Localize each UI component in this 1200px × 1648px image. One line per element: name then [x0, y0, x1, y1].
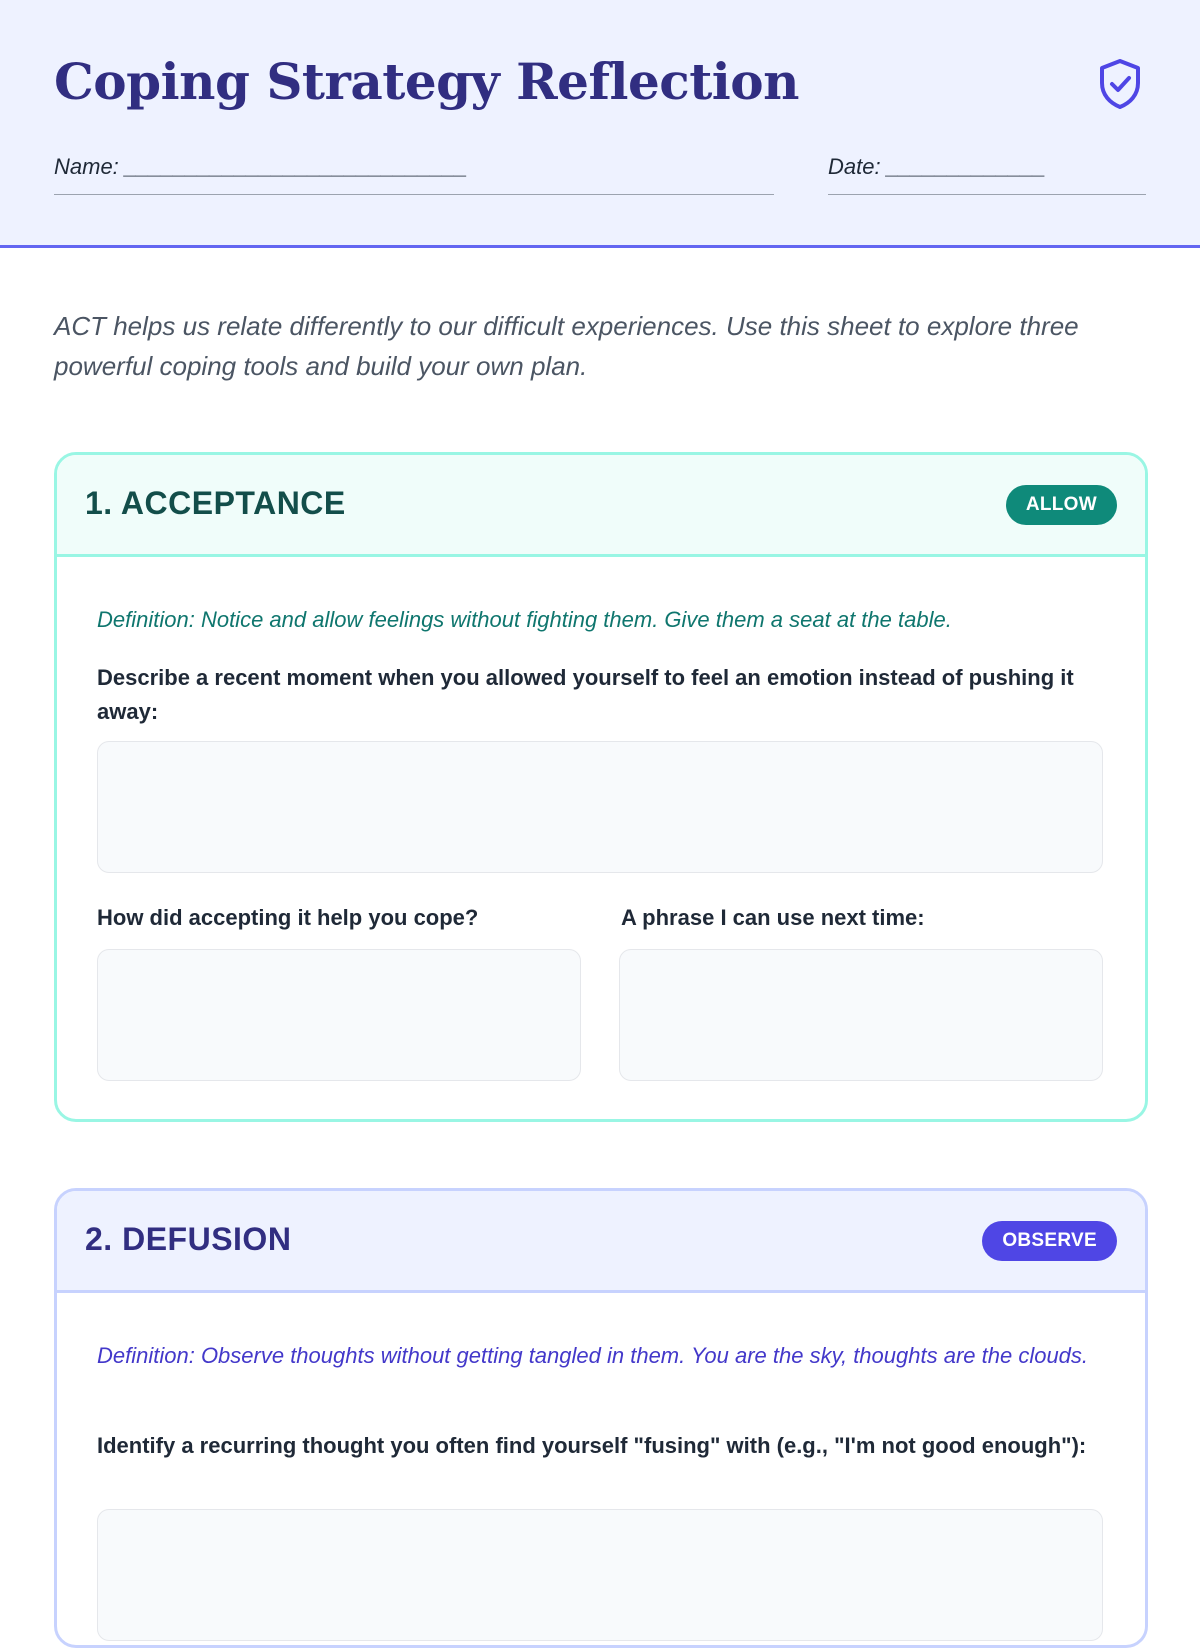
defusion-definition: Definition: Observe thoughts without getting tangled in them. You are the sky, thoughts are the clouds.	[97, 1343, 1089, 1368]
date-field[interactable]: Date: _____________	[828, 154, 1146, 195]
acceptance-question-main: Describe a recent moment when you allowed yourself to feel an emotion instead of pushing it away:	[97, 665, 1074, 724]
defusion-answer-main[interactable]	[97, 1509, 1103, 1641]
acceptance-header	[57, 455, 1145, 557]
shield-check-icon	[1096, 58, 1144, 110]
defusion-question-main: Identify a recurring thought you often find yourself "fusing" with (e.g., "I'm not good enough"):	[97, 1433, 1087, 1458]
acceptance-question-right: A phrase I can use next time:	[621, 905, 925, 930]
page-title: Coping Strategy Reflection	[54, 52, 800, 111]
acceptance-definition: Definition: Notice and allow feelings without fighting them. Give them a seat at the table.	[97, 607, 952, 632]
allow-badge: ALLOW	[1006, 485, 1117, 525]
acceptance-answer-right[interactable]	[619, 949, 1103, 1081]
defusion-header	[57, 1191, 1145, 1293]
defusion-title: 2. DEFUSION	[85, 1221, 292, 1257]
defusion-section	[54, 1188, 1148, 1648]
acceptance-section	[54, 452, 1148, 1122]
acceptance-title: 1. ACCEPTANCE	[85, 485, 346, 521]
intro-text: ACT helps us relate differently to our difficult experiences. Use this sheet to explore three powerful coping tools and build your own plan.	[54, 311, 1079, 381]
worksheet-header	[0, 0, 1200, 248]
observe-badge: OBSERVE	[982, 1221, 1117, 1261]
acceptance-answer-left[interactable]	[97, 949, 581, 1081]
name-field[interactable]: Name: ____________________________	[54, 154, 774, 195]
acceptance-question-left: How did accepting it help you cope?	[97, 905, 479, 930]
acceptance-answer-main[interactable]	[97, 741, 1103, 873]
